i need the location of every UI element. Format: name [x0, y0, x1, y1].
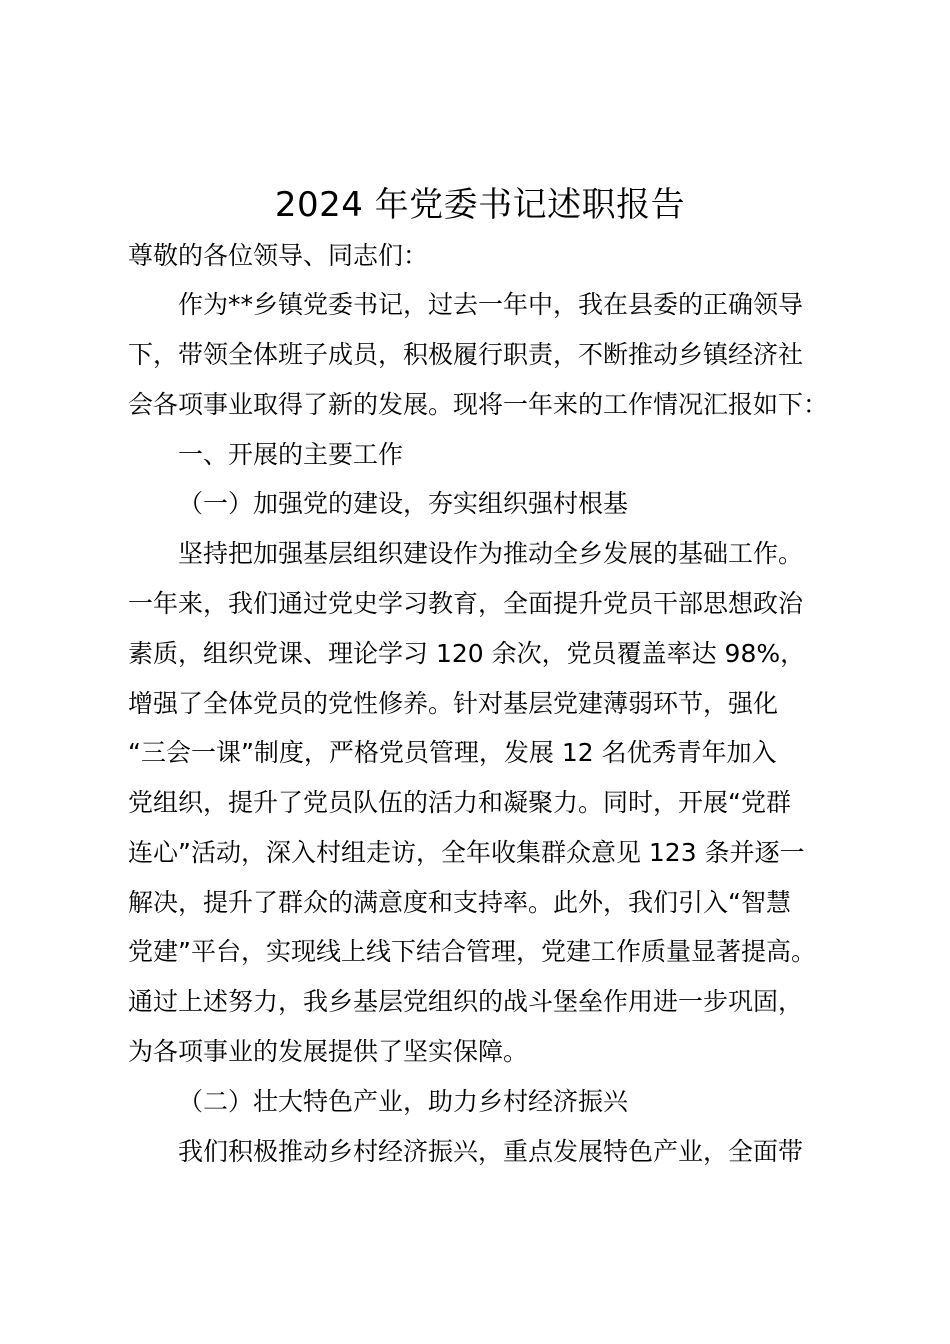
paragraph-line: 党建”平台，实现线上线下结合管理，党建工作质量显著提高。: [128, 937, 816, 966]
intro-line: 会各项事业取得了新的发展。现将一年来的工作情况汇报如下：: [128, 390, 829, 419]
section-heading: 一、开展的主要工作: [178, 440, 404, 469]
intro-line: 下，带领全体班子成员，积极履行职责，不断推动乡镇经济社: [128, 340, 804, 369]
paragraph-line: 坚持把加强基层组织建设作为推动全乡发展的基础工作。: [178, 539, 804, 568]
paragraph-line: 通过上述努力，我乡基层党组织的战斗堡垒作用进一步巩固，: [128, 987, 804, 1016]
subsection-heading: （一）加强党的建设，夯实组织强村根基: [178, 489, 629, 518]
paragraph-line: 我们积极推动乡村经济振兴，重点发展特色产业，全面带: [178, 1137, 804, 1166]
document-title: 2024 年党委书记述职报告: [274, 185, 686, 225]
paragraph-line: “三会一课”制度，严格党员管理，发展 12 名优秀青年加入: [128, 738, 777, 767]
paragraph-line: 增强了全体党员的党性修养。针对基层党建薄弱环节，强化: [128, 689, 779, 718]
paragraph-line: 一年来，我们通过党史学习教育，全面提升党员干部思想政治: [128, 589, 804, 618]
paragraph-line: 连心”活动，深入村组走访，全年收集群众意见 123 条并逐一: [128, 838, 805, 867]
paragraph-line: 党组织，提升了党员队伍的活力和凝聚力。同时，开展“党群: [128, 788, 791, 817]
intro-line: 作为**乡镇党委书记，过去一年中，我在县委的正确领导: [178, 290, 804, 319]
paragraph-line: 为各项事业的发展提供了坚实保障。: [128, 1037, 529, 1066]
salutation: 尊敬的各位领导、同志们：: [128, 241, 429, 270]
subsection-heading: （二）壮大特色产业，助力乡村经济振兴: [178, 1087, 629, 1116]
paragraph-line: 素质，组织党课、理论学习 120 余次，党员覆盖率达 98%，: [128, 639, 806, 668]
paragraph-line: 解决，提升了群众的满意度和支持率。此外，我们引入“智慧: [128, 888, 791, 917]
